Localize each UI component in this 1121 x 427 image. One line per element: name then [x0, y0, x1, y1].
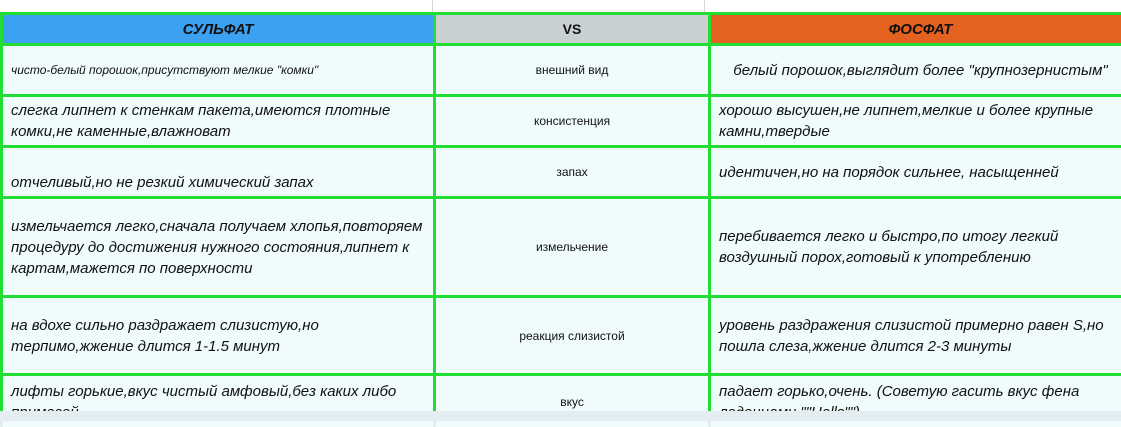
sulfate-appearance: чисто-белый порошок,присутствуют мелкие "комки" — [3, 46, 433, 94]
criterion-mucosa: реакция слизистой — [436, 298, 708, 373]
criterion-smell: запах — [436, 148, 708, 196]
sulfate-taste: лифты горькие,вкус чистый амфовый,без каких либо — [3, 376, 433, 427]
sulfate-grinding: измельчается легко,сначала получаем хлопья,повторяем процедуру до достижения нужного состояния,липнет к картам,мажется по поверхности — [3, 199, 433, 295]
bottom-strip — [0, 411, 1121, 421]
header-vs: VS — [436, 15, 708, 43]
phosphate-grinding: перебивается легко и быстро,по итогу легкий воздушный порох,готовый к употреблению — [711, 199, 1121, 295]
comparison-table — [0, 12, 1121, 411]
phosphate-smell: идентичен,но на порядок сильнее, насыщенней — [711, 148, 1121, 196]
sulfate-consistency: слегка липнет к стенкам пакета,имеются плотные комки,не каменные,влажноват — [3, 97, 433, 145]
top-divider — [432, 0, 433, 12]
top-strip — [0, 0, 1121, 12]
phosphate-taste: падает горько,очень. (Советую гасить вкус фена — [711, 376, 1121, 427]
criterion-consistency: консистенция — [436, 97, 708, 145]
header-sulfate: СУЛЬФАТ — [3, 15, 433, 43]
phosphate-mucosa: уровень раздражения слизистой примерно равен S,но пошла слеза,жжение длится 2-3 минуты — [711, 298, 1121, 373]
phosphate-appearance: белый порошок,выглядит более "крупнозернистым" — [711, 46, 1121, 94]
phosphate-consistency: хорошо высушен,не липнет,мелкие и более крупные камни,твердые — [711, 97, 1121, 145]
criterion-grinding: измельчение — [436, 199, 708, 295]
sulfate-smell: отчеливый,но не резкий химический запах — [3, 148, 433, 196]
criterion-taste: вкус — [436, 376, 708, 427]
sulfate-mucosa: на вдохе сильно раздражает слизистую,но терпимо,жжение длится 1-1.5 минут — [3, 298, 433, 373]
top-divider — [704, 0, 705, 12]
criterion-appearance: внешний вид — [436, 46, 708, 94]
header-phosphate: ФОСФАТ — [711, 15, 1121, 43]
